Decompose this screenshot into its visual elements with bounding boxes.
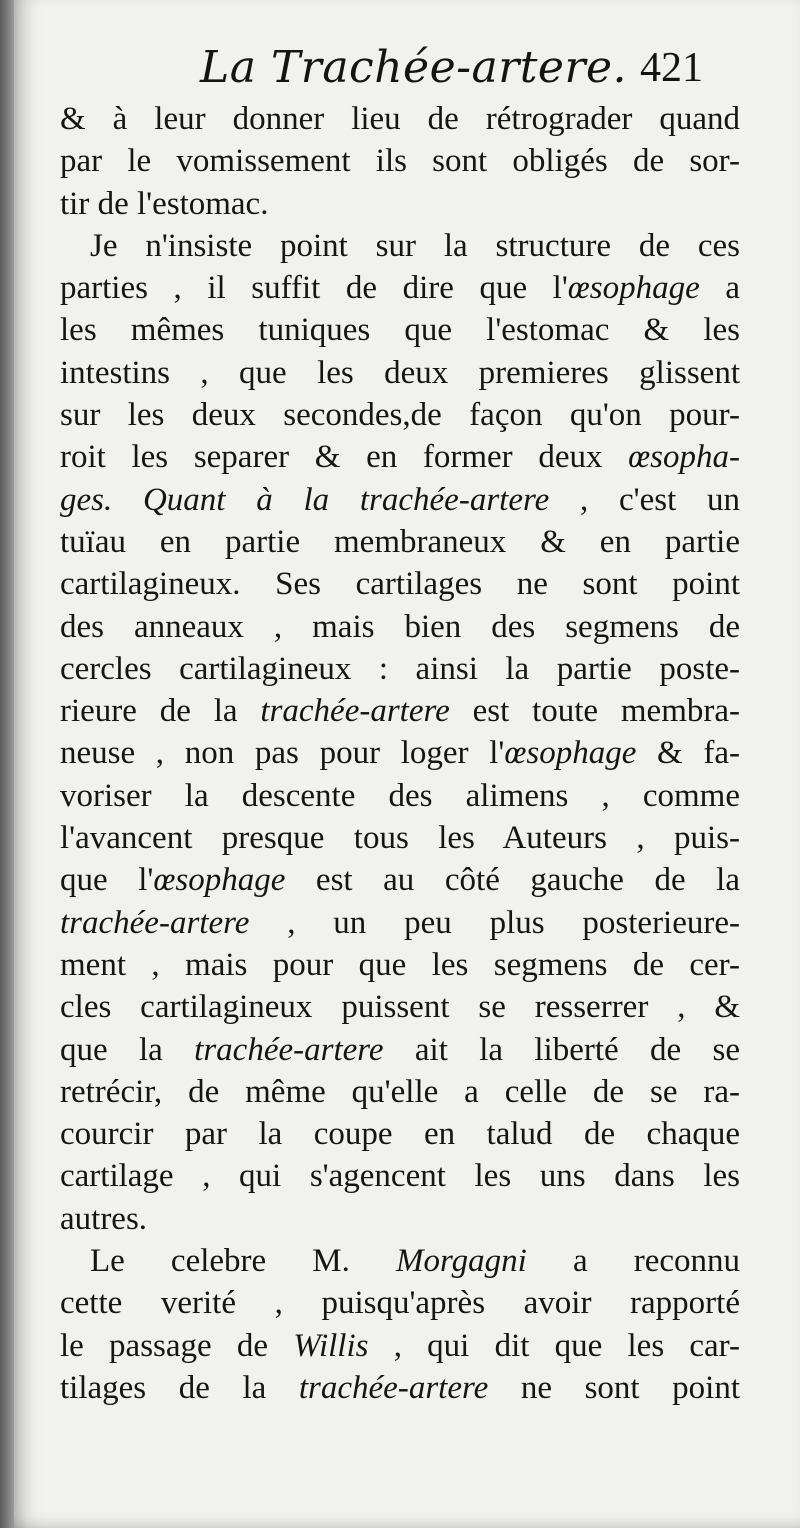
text-line: tuïau en partie membraneux & en partie — [60, 523, 740, 560]
text-line: cette verité , puisqu'après avoir rapporté — [60, 1285, 740, 1322]
italic-term: trachée-artere — [359, 481, 550, 518]
italic-term: œsophage — [504, 735, 637, 772]
paragraph-start-line: Je n'insiste point sur la structure de ces — [90, 227, 740, 264]
text-run: que l' — [60, 862, 154, 899]
text-run: que la — [60, 1031, 195, 1068]
text-line — [60, 902, 740, 944]
text-run: neuse , non pas pour loger l' — [60, 735, 505, 772]
text-line: retrécir, de même qu'elle a celle de se ra- — [60, 1073, 740, 1110]
text-run: , qui dit que les car- — [368, 1327, 740, 1364]
italic-term: œsopha- — [628, 439, 740, 476]
text-line — [60, 1367, 740, 1409]
italic-term: trachée-artere — [60, 904, 250, 941]
text-line: l'avancent presque tous les Auteurs , puis- — [60, 820, 740, 857]
text-run: a reconnu — [526, 1243, 740, 1280]
text-run: Le celebre M. — [90, 1243, 397, 1280]
text-run: est toute membra- — [449, 693, 740, 730]
text-run: est au côté gauche de la — [285, 862, 740, 899]
text-run: a — [699, 270, 740, 307]
page-gutter-shadow — [0, 0, 14, 1528]
text-run: tilages de la — [60, 1369, 299, 1406]
text-line: les mêmes tuniques que l'estomac & les — [60, 312, 740, 349]
body-text — [60, 98, 740, 1409]
text-line — [60, 267, 740, 309]
text-line: courcir par la coupe en talud de chaque — [60, 1116, 740, 1153]
running-head: La Trachée-artere. — [200, 42, 628, 93]
text-line: tir de l'estomac. — [60, 185, 269, 222]
italic-term: œsophage — [567, 270, 700, 307]
text-line — [60, 859, 740, 901]
text-run: ne sont point — [488, 1369, 740, 1406]
text-line — [60, 1029, 740, 1071]
text-line: & à leur donner lieu de rétrograder quand — [60, 101, 740, 137]
text-line: cartilagineux. Ses cartilages ne sont point — [60, 566, 740, 603]
text-line: cercles cartilagineux : ainsi la partie poste- — [60, 650, 740, 687]
italic-term: trachée-artere — [260, 693, 450, 730]
text-line — [60, 690, 740, 732]
italic-term: trachée-artere — [194, 1031, 384, 1068]
text-line: intestins , que les deux premieres glissent — [60, 354, 740, 391]
paragraph-start-line — [60, 1240, 740, 1282]
text-run: rieure de la — [60, 693, 261, 730]
text-run: ait la liberté de se — [383, 1031, 740, 1068]
text-line: sur les deux secondes,de façon qu'on pour- — [60, 397, 740, 434]
page-header — [0, 38, 800, 98]
text-line: autres. — [60, 1200, 148, 1237]
text-run: , c'est un — [549, 481, 740, 518]
text-run: & fa- — [636, 735, 740, 772]
text-line — [60, 479, 740, 521]
text-line: cartilage , qui s'agencent les uns dans les — [60, 1158, 740, 1195]
text-line: ment , mais pour que les segmens de cer- — [60, 946, 740, 983]
italic-term: Morgagni — [396, 1243, 527, 1280]
text-line — [60, 436, 740, 478]
text-run: ges. Quant à la — [60, 481, 360, 518]
text-line: voriser la descente des alimens , comme — [60, 777, 740, 814]
text-run: le passage de — [60, 1327, 294, 1364]
text-run: parties , il suffit de dire que l' — [60, 270, 568, 307]
text-line — [60, 1325, 740, 1367]
italic-term: Willis — [293, 1327, 369, 1364]
text-line: par le vomissement ils sont obligés de sor- — [60, 143, 740, 180]
page-number: 421 — [640, 45, 703, 91]
text-run: , un peu plus posterieure- — [249, 904, 740, 941]
italic-term: trachée-artere — [298, 1369, 489, 1406]
italic-term: œsophage — [153, 862, 286, 899]
text-line — [60, 732, 740, 774]
text-line: des anneaux , mais bien des segmens de — [60, 608, 740, 645]
text-line: cles cartilagineux puissent se resserrer , & — [60, 989, 740, 1026]
text-run: roit les separer & en former deux — [60, 439, 629, 476]
